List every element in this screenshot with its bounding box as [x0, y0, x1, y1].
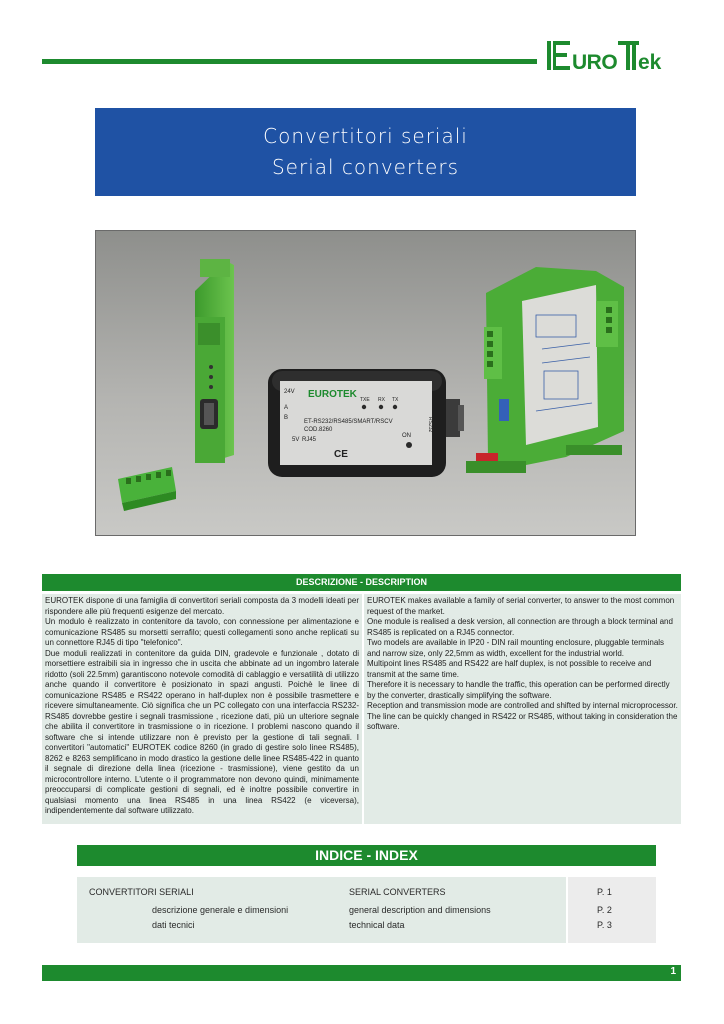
desc-en-paragraph: Reception and transmission mode are controlled and shifted by internal microprocessor. The line can be quickly changed in RS422 or RS485, without taking in consideration the software. — [367, 701, 678, 731]
desc-en-paragraph: Multipoint lines RS485 and RS422 are half duplex, is not possible to receive and transmit at the same time. — [367, 659, 652, 679]
svg-text:URO: URO — [572, 51, 618, 74]
footer-bar — [42, 965, 681, 981]
label-rj45: RJ45 — [302, 437, 317, 443]
index-entry-italian: descrizione generale e dimensioni — [152, 905, 289, 915]
ce-mark: CE — [334, 449, 348, 460]
index-row[interactable] — [77, 920, 656, 933]
description-header: DESCRIZIONE - DESCRIPTION — [42, 574, 681, 591]
label-on: ON — [402, 433, 411, 439]
index-table — [77, 877, 656, 943]
led-label-tx: TX — [392, 397, 399, 403]
label-b: B — [284, 415, 289, 421]
device-logo: EUROTEK — [308, 389, 357, 400]
label-a: A — [284, 405, 289, 411]
desc-en-paragraph: One module is realised a desk version, all connection are through a block terminal and RS485 is replicated on a RJ45 connector. — [367, 617, 673, 637]
index-entry-italian: dati tecnici — [152, 920, 195, 930]
page-number: 1 — [670, 966, 676, 977]
eurotek-logo — [545, 36, 681, 74]
label-rs232: RS232 — [427, 417, 433, 433]
led-label-txe: TXE — [360, 397, 370, 403]
index-entry-page: P. 1 — [597, 887, 612, 897]
label-24v: 24V — [284, 389, 295, 395]
device-model-label: ET-RS232/RS485/SMART/RSCV — [304, 419, 393, 425]
index-entry-english: SERIAL CONVERTERS — [349, 887, 446, 897]
led-label-rx: RX — [378, 397, 385, 403]
index-entry-english: general description and dimensions — [349, 905, 491, 915]
index-entry-english: technical data — [349, 920, 405, 930]
index-row[interactable] — [77, 887, 656, 900]
desc-it-paragraph: Un modulo è realizzato in contenitore da tavolo, con connessione per alimentazione e comunicazione RS485 su morsetti serrafilo; questi collegamenti sono anche replicati su un connettore RJ45 di tipo "telefonico". — [45, 617, 359, 647]
desc-en-paragraph: Two models are available in IP20 - DIN rail mounting enclosure, pluggable terminals and narrow size, only 22,5mm as width, excellent for the industrial world. — [367, 638, 665, 658]
device-code-label: COD.8260 — [304, 427, 333, 433]
label-5v: 5V — [292, 437, 300, 443]
desc-it-paragraph: EUROTEK dispone di una famiglia di convertitori seriali composta da 3 modelli ideati per rispondere alle più frequenti esigenze del mercato. — [45, 596, 359, 616]
desc-en-paragraph: EUROTEK makes available a family of serial converter, to answer to the most common request of the market. — [367, 596, 675, 616]
desk-converter — [268, 369, 464, 477]
description-italian — [42, 594, 362, 824]
index-entry-page: P. 3 — [597, 920, 612, 930]
header-rule — [42, 59, 537, 64]
desc-en-paragraph: Therefore it is necessary to handle the traffic, this operation can be performed directly by the converter, drastically simplifying the software. — [367, 680, 670, 700]
svg-text:ek: ek — [638, 51, 662, 74]
desc-it-paragraph: Due moduli realizzati in contenitore da guida DIN, gradevole e funzionale , dotato di morsettiere estraibili sia in ingresso che in uscita che abbinate ad un ingombro laterale ridotto (soli 22.5mm) garantiscono notevole comodità di cablaggio e versatilità di utilizzo anche quando il convertitore è posizionato in spazi angusti. Poichè le linee di comunicazione RS485 e RS422 operano in half-duplex non è possibile trasmettere e ricevere simultaneamente. Ciò significa che un PC collegato con una interfaccia RS232-RS485 dovrebbe gestire i segnali trasmissione , ricezione dati, più un ulteriore segnale che abilita il convertitore in trasmissione o in ricezione. I problemi nascono quando il software che si intende utilizzare non è previsto per la gestione di tali segnali. I convertitori "automatici" EUROTEK codice 8260 (in grado di gestire solo linee RS485), 8262 e 8263 semplificano in modo drastico la gestione delle linee RS485-422 in quanto il segnale di direzione della linea (ricezione - trasmissione), viene gestito da un microcontrollore interno. L'utente o il programmatore non devono quindi, minimamente preoccuparsi di complicate gestioni di segnali, ed è inoltre possibile convertire in qualsiasi momento una linea RS485 in una linea RS422 (e viceversa), indipendentemente dal software utilizzato. — [45, 648, 359, 815]
index-entry-italian: CONVERTITORI SERIALI — [89, 887, 194, 897]
index-header: INDICE - INDEX — [77, 845, 656, 866]
index-row[interactable] — [77, 905, 656, 918]
product-photo — [95, 230, 636, 536]
title-banner — [95, 108, 636, 196]
description-english — [364, 594, 681, 824]
index-entry-page: P. 2 — [597, 905, 612, 915]
description-panel — [42, 594, 681, 824]
title-italian: Convertitori seriali — [263, 124, 468, 148]
title-english: Serial converters — [271, 155, 459, 179]
din-module-left — [195, 259, 234, 463]
